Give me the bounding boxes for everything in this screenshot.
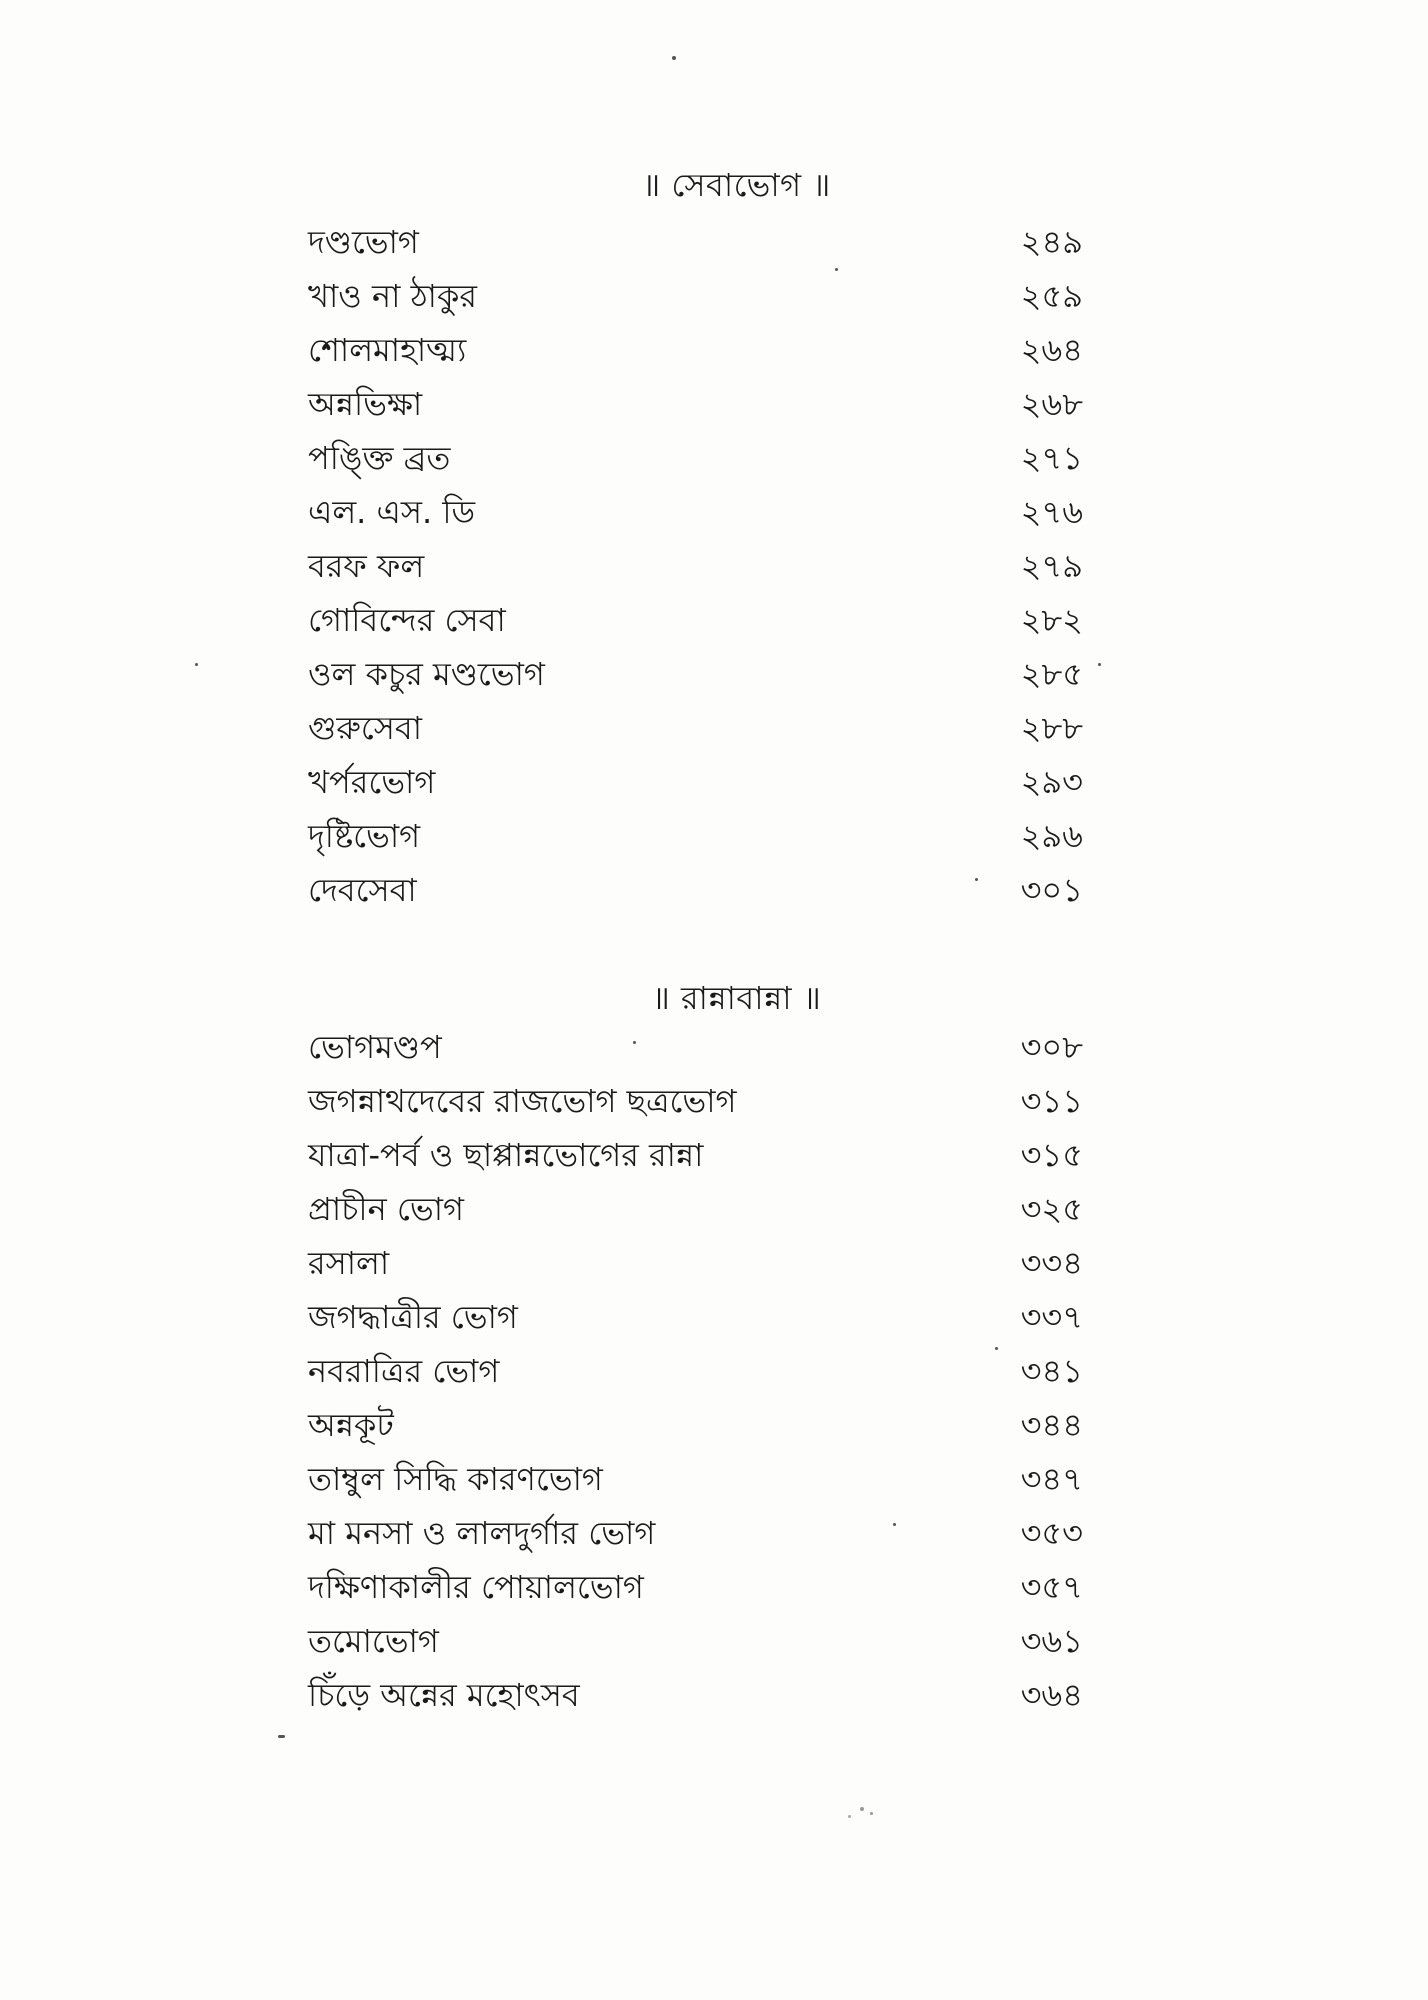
toc-entry xyxy=(0,863,1428,917)
scan-speck xyxy=(848,1815,851,1818)
entry-page-number: ২৪৯ xyxy=(1020,223,1083,261)
scan-speck xyxy=(860,1807,864,1811)
entry-title: তমোভোগ xyxy=(308,1622,439,1660)
entry-title: গোবিন্দের সেবা xyxy=(308,601,506,639)
entry-title: মা মনসা ও লালদুর্গার ভোগ xyxy=(308,1514,656,1552)
toc-entry xyxy=(0,377,1428,431)
scan-speck xyxy=(195,663,198,666)
entry-title: নবরাত্রির ভোগ xyxy=(308,1352,500,1390)
entry-title: অন্নকূট xyxy=(308,1406,394,1444)
toc-entry xyxy=(0,1452,1428,1506)
entry-title: দৃষ্টিভোগ xyxy=(308,817,421,855)
entry-page-number: ২৫৯ xyxy=(1020,277,1083,315)
scan-speck xyxy=(975,878,978,881)
entry-title: চিঁড়ে অন্নের মহোৎসব xyxy=(308,1676,580,1714)
entry-title: এল. এস. ডি xyxy=(308,493,476,531)
entry-title: বরফ ফল xyxy=(308,547,425,585)
entry-page-number: ২৭৬ xyxy=(1020,493,1083,531)
toc-entry xyxy=(0,323,1428,377)
entry-page-number: ৩১১ xyxy=(1020,1082,1083,1120)
entry-title: খর্পরভোগ xyxy=(308,763,436,801)
entry-page-number: ৩৪৪ xyxy=(1020,1406,1083,1444)
entry-page-number: ২৬৪ xyxy=(1020,331,1083,369)
entry-page-number: ২৯৩ xyxy=(1020,763,1083,801)
entry-title: খাও না ঠাকুর xyxy=(308,277,477,315)
toc-entry xyxy=(0,1236,1428,1290)
entry-page-number: ২৭৯ xyxy=(1020,547,1083,585)
toc-entry xyxy=(0,1506,1428,1560)
entry-page-number: ২৬৮ xyxy=(1020,385,1083,423)
toc-entry xyxy=(0,269,1428,323)
toc-entry xyxy=(0,1020,1428,1074)
entry-page-number: ৩৬১ xyxy=(1020,1622,1083,1660)
entry-title: গুরুসেবা xyxy=(308,709,423,747)
entry-page-number: ৩৫৭ xyxy=(1020,1568,1083,1606)
entry-title: ভোগমণ্ডপ xyxy=(308,1028,442,1066)
toc-entry xyxy=(0,215,1428,269)
toc-entry xyxy=(0,1614,1428,1668)
toc-entry xyxy=(0,1668,1428,1722)
entry-page-number: ৩০৮ xyxy=(1020,1028,1083,1066)
toc-entry xyxy=(0,1290,1428,1344)
toc-entry xyxy=(0,431,1428,485)
entry-title: পঙ্ক্তি ব্রত xyxy=(308,439,451,477)
entry-title: দেবসেবা xyxy=(308,871,417,909)
entry-page-number: ৩৪৭ xyxy=(1020,1460,1083,1498)
entry-title: তাম্বুল সিদ্ধি কারণভোগ xyxy=(308,1460,603,1498)
toc-entry xyxy=(0,1182,1428,1236)
scan-speck xyxy=(278,1735,285,1738)
toc-entry xyxy=(0,1128,1428,1182)
toc-entry xyxy=(0,1074,1428,1128)
entry-page-number: ২৮৮ xyxy=(1020,709,1083,747)
toc-section-rannabanna xyxy=(0,968,1428,1722)
toc-entry xyxy=(0,539,1428,593)
entry-page-number: ৩২৫ xyxy=(1020,1190,1083,1228)
entry-page-number: ৩১৫ xyxy=(1020,1136,1083,1174)
toc-section-sevabhog xyxy=(0,155,1428,917)
scan-speck xyxy=(672,56,676,60)
section-heading: ॥ সেবাভোগ ॥ xyxy=(642,166,831,204)
scan-speck xyxy=(893,1523,896,1526)
entry-title: রসালা xyxy=(308,1244,390,1282)
toc-entry xyxy=(0,1398,1428,1452)
entry-page-number: ৩৪১ xyxy=(1020,1352,1083,1390)
entry-page-number: ৩৬৪ xyxy=(1020,1676,1083,1714)
toc-entry xyxy=(0,1344,1428,1398)
entry-title: দক্ষিণাকালীর পোয়ালভোগ xyxy=(308,1568,644,1606)
entry-page-number: ২৯৬ xyxy=(1020,817,1083,855)
scan-speck xyxy=(870,1812,873,1815)
toc-entry xyxy=(0,485,1428,539)
scan-speck xyxy=(1098,663,1101,666)
toc-entry xyxy=(0,593,1428,647)
toc-entry xyxy=(0,809,1428,863)
entry-title: ওল কচুর মণ্ডভোগ xyxy=(308,655,545,693)
section-heading: ॥ রান্নাবান্না ॥ xyxy=(651,979,822,1017)
entry-title: অন্নভিক্ষা xyxy=(308,385,423,423)
entry-title: শোলমাহাত্ম্য xyxy=(308,331,467,369)
toc-entry xyxy=(0,1560,1428,1614)
entry-title: জগদ্ধাত্রীর ভোগ xyxy=(308,1298,518,1336)
entry-page-number: ২৮৫ xyxy=(1020,655,1083,693)
toc-list xyxy=(0,215,1428,917)
scan-speck xyxy=(633,1041,636,1044)
entry-title: জগন্নাথদেবের রাজভোগ ছত্রভোগ xyxy=(308,1082,737,1120)
entry-page-number: ২৮২ xyxy=(1020,601,1083,639)
entry-page-number: ৩০১ xyxy=(1020,871,1083,909)
toc-list xyxy=(0,1020,1428,1722)
entry-page-number: ২৭১ xyxy=(1020,439,1083,477)
scan-speck xyxy=(835,268,838,271)
entry-title: প্রাচীন ভোগ xyxy=(308,1190,464,1228)
entry-page-number: ৩৩৪ xyxy=(1020,1244,1083,1282)
entry-title: যাত্রা-পর্ব ও ছাপ্পান্নভোগের রান্না xyxy=(308,1136,704,1174)
toc-entry xyxy=(0,701,1428,755)
toc-entry xyxy=(0,755,1428,809)
scan-speck xyxy=(995,1347,998,1350)
entry-page-number: ৩৫৩ xyxy=(1020,1514,1083,1552)
toc-entry xyxy=(0,647,1428,701)
entry-page-number: ৩৩৭ xyxy=(1020,1298,1083,1336)
entry-title: দণ্ডভোগ xyxy=(308,223,419,261)
